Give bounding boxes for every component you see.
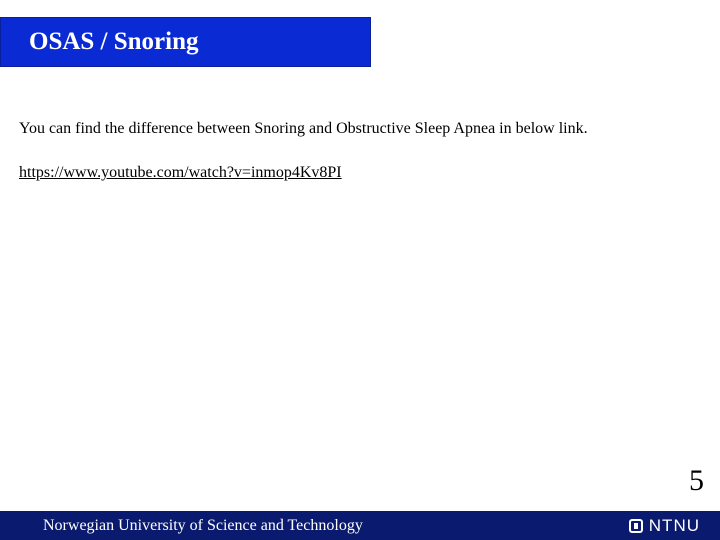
page-number: 5 (689, 464, 704, 497)
footer-bar (0, 511, 720, 540)
youtube-link[interactable]: https://www.youtube.com/watch?v=inmop4Kv8PI (19, 164, 342, 181)
ntnu-logo (629, 516, 720, 536)
slide-title-bar (0, 17, 371, 67)
slide-body-text: You can find the difference between Snoring and Obstructive Sleep Apnea in below link. (19, 120, 588, 137)
ntnu-logo-icon (629, 519, 643, 533)
slide-title: OSAS / Snoring (29, 28, 199, 55)
footer-institution: Norwegian University of Science and Technology (43, 516, 363, 534)
ntnu-logo-text: NTNU (648, 515, 700, 535)
